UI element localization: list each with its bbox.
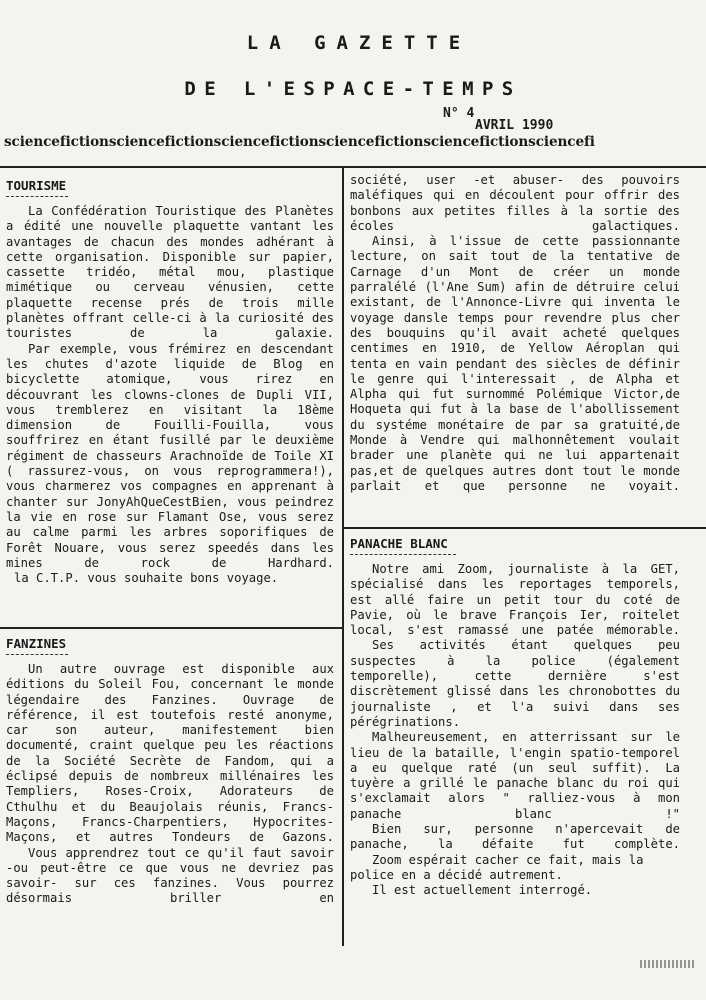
panache-heading-underline	[350, 554, 456, 555]
fanzines-heading: FANZINES	[6, 636, 67, 651]
panache-paragraph-2: Ses activités étant quelques peu suspectes à la police (également temporelle), cette dernière s'est discrètement glissé dans les chronobottes du journaliste , et l'a suivi dans ses pérégrinations.	[350, 638, 680, 729]
tourisme-paragraph-1: La Confédération Touristique des Planètes a édité une nouvelle plaquette vantant les avantages de chacun des mondes adhérant à cette organisation. Disponible sur papier, cassette tridéo, métal mou, plastique mimétique ou cerveau vénusien, cette plaquette recense prés de trois mille planètes offrant celle-ci à la curiosité des touristes de la galaxie.	[6, 204, 334, 341]
fanzines-heading-underline	[6, 654, 68, 655]
banner-strip: sciencefictionsciencefictionsciencefictionsciencefictionsciencefictionsciencefi	[4, 134, 595, 150]
tourisme-article	[6, 204, 334, 586]
fanzines-paragraph-1: Un autre ouvrage est disponible aux éditions du Soleil Fou, concernant le monde légendaire des Fanzines. Ouvrage de référence, il est toutefois resté anonyme, car son auteur, manifestement bien documenté, craint quelque peu les réactions de la Société Secrète de Fandom, qui a éclipsé depuis de nombreux millénaires les Templiers, Roses-Croix, Adorateurs de Cthulhu et du Beaujolais réunis, Francs-Maçons, Francs-Charpentiers, Hypocrites-Maçons, et autres Tondeurs de Gazons.	[6, 662, 334, 845]
panache-article	[350, 562, 680, 899]
panache-paragraph-1: Notre ami Zoom, journaliste à la GET, spécialisé dans les reportages temporels, est allé faire un petit tour du coté de Pavie, où le brave François Ier, roitelet local, s'est ramassé une patée mémorable.	[350, 562, 680, 638]
tourisme-paragraph-2: Par exemple, vous frémirez en descendant les chutes d'azote liquide de Blog en bicyclette atomique, vous rirez en découvrant les clowns-clones de Dupli VII, vous tremblerez en visitant la 18ème dimension de Fouilli-Fouilla, vous souffrirez en étant fusillé par le deuxième régiment de chasseurs Arachnoïde de Toile XI ( rassurez-vous, on vous reprogrammera!), vous charmerez vos compagnes en apprenant à chanter sur JonyAhQueCestBien, vous peindrez la vie en rose sur Flamant Ose, vous serez au calme parmi les arbres soporifiques de Forêt Nouare, vous serez speedés dans les mines de rock de Hardhard.	[6, 341, 334, 570]
scan-artifact	[640, 960, 696, 968]
issue-date: AVRIL 1990	[475, 118, 554, 133]
top-rule	[0, 166, 706, 168]
masthead-title-line2: DE L'ESPACE-TEMPS	[184, 78, 522, 100]
tourisme-bottom-rule	[0, 627, 342, 629]
panache-paragraph-5: Zoom espérait cacher ce fait, mais la police en a décidé autrement.	[350, 852, 644, 882]
continuation-paragraph-2: Ainsi, à l'issue de cette passionnante lecture, on sait tout de la tentative de Carnage d'un Mont de créer un monde parralélé (l'Ane Sum) afin de détruire celui existant, de l'Annonce-Livre qui inventa le voyage dansle temps pour revendre plus cher des bouquins qu'il avait acheté quelques centimes en 1910, de Yellow Aéroplan qui tenta en vain pendant des siècles de définir le genre qui l'interessait , de Alpha et Alpha qui fut surnommé Polémique Victor,de Hoqueta qui fut à la base de l'abollissement du systéme monétaire de par sa gratuité,de Monde à Vendre qui malhonnêtement voulait brader une planète qui ne lui appartenait pas,et de quelques autres dont tout le monde parlait et que personne ne voyait.	[350, 234, 680, 493]
fanzines-paragraph-2: Vous apprendrez tout ce qu'il faut savoir -ou peut-être ce que vous ne devriez pas savoir- sur ces fanzines. Vous pourrez désormais briller en	[6, 845, 334, 906]
panache-paragraph-4: Bien sur, personne n'apercevait de panache, la défaite fut complète.	[350, 822, 680, 852]
continuation-paragraph-1: société, user -et abuser- des pouvoirs maléfiques qui en découlent pour offrir des bonbons aux petites filles à la sortie des écoles galactiques.	[350, 173, 680, 233]
panache-paragraph-6: Il est actuellement interrogé.	[372, 883, 593, 898]
tourisme-heading: TOURISME	[6, 178, 67, 193]
fanzines-article	[6, 662, 334, 907]
tourisme-paragraph-3: la C.T.P. vous souhaite bons voyage.	[14, 571, 279, 586]
panache-paragraph-3: Malheureusement, en atterrissant sur le lieu de la bataille, l'engin spatio-temporel a eu quelque raté (un seul suffit). La tuyère a grillé le panache blanc du roi qui s'exclamait alors " ralliez-vous à mon panache blanc !"	[350, 730, 680, 821]
issue-number: N° 4	[443, 106, 475, 121]
panache-heading: PANACHE BLANC	[350, 536, 448, 551]
fanzines-continuation	[350, 173, 680, 494]
masthead-title-line1: LA GAZETTE	[246, 32, 472, 54]
right-top-bottom-rule	[344, 527, 706, 529]
tourisme-heading-underline	[6, 196, 68, 197]
column-divider	[342, 166, 344, 946]
